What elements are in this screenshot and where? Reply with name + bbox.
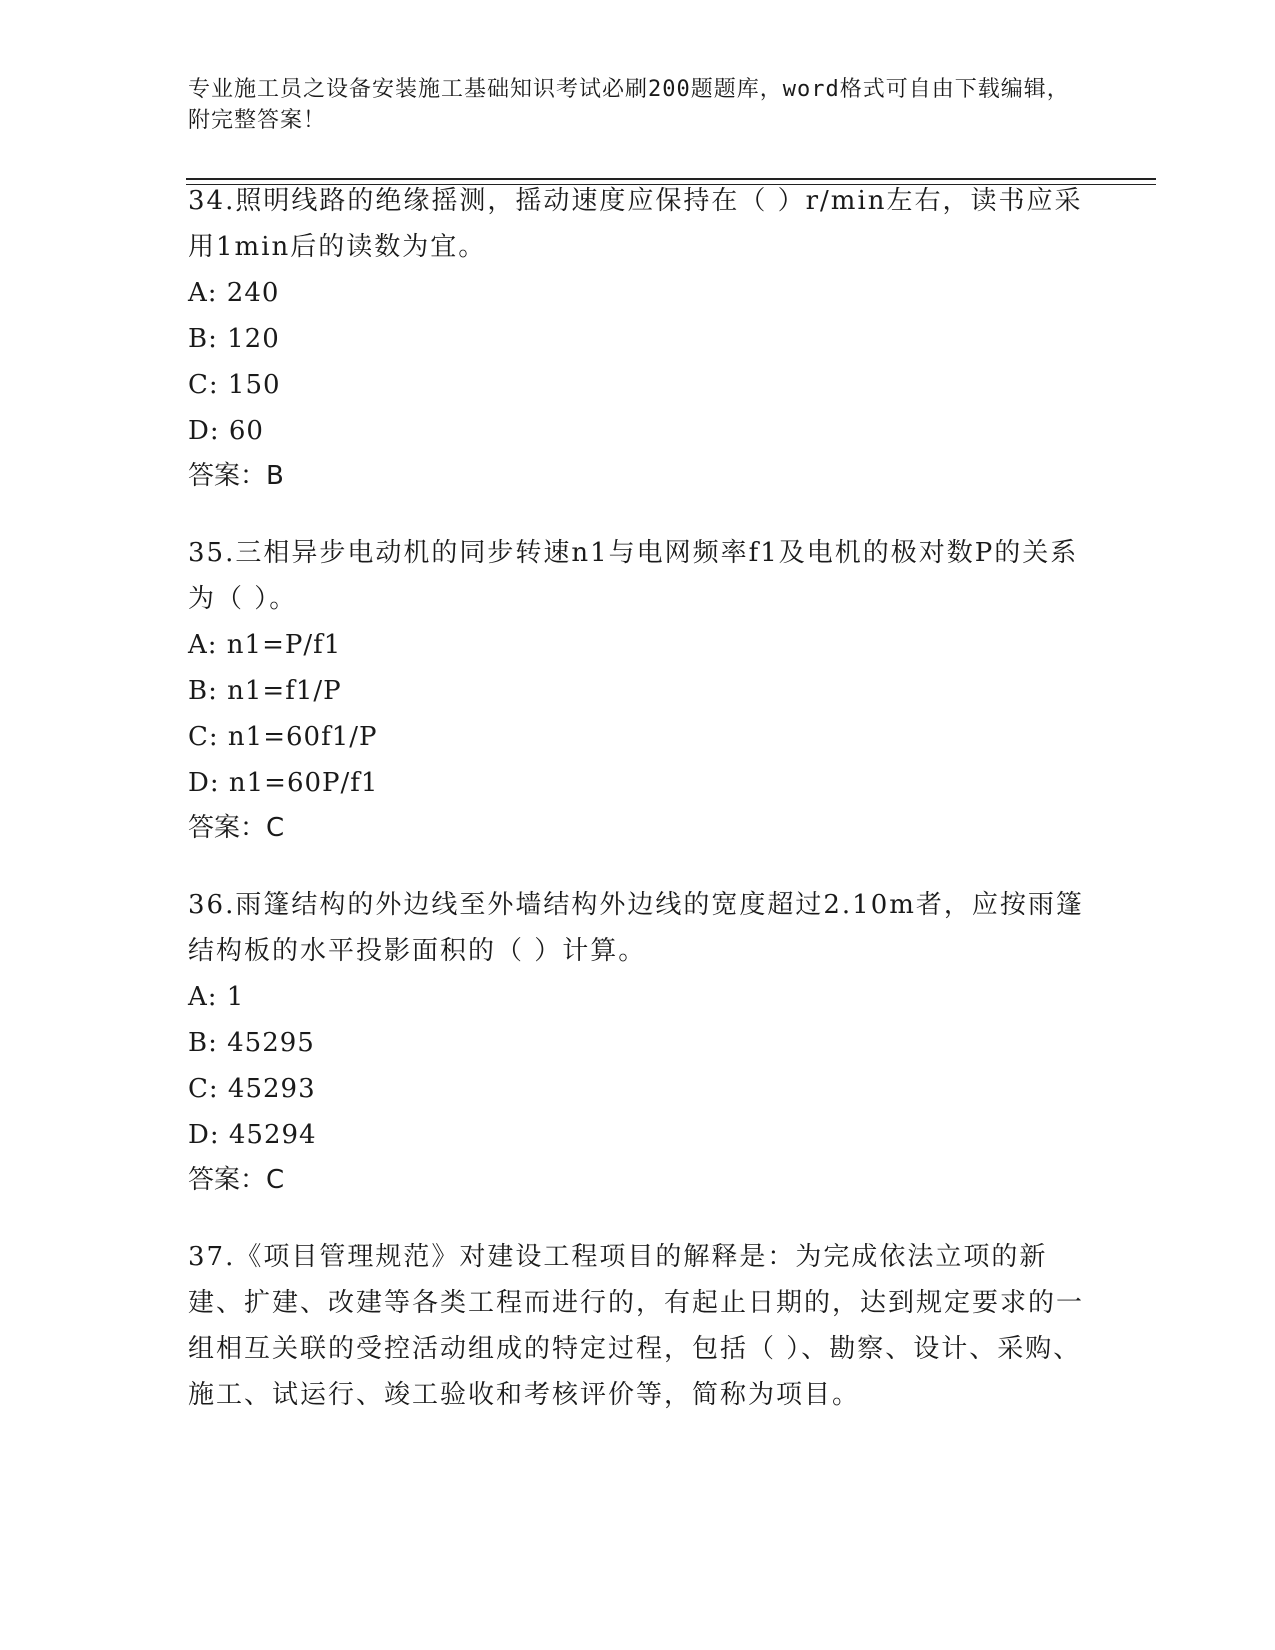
option-d: D: n1=60P/f1 xyxy=(188,768,379,798)
question-36 xyxy=(188,882,1088,1202)
option-b: B: n1=f1/P xyxy=(188,676,342,706)
option-c: C: 45293 xyxy=(188,1074,316,1104)
question-text: 35.三相异步电动机的同步转速n1与电网频率f1及电机的极对数P的关系为（ ）。 xyxy=(188,538,1079,614)
question-text: 36.雨篷结构的外边线至外墙结构外边线的宽度超过2.10m者，应按雨篷结构板的水平投影面积的（ ）计算。 xyxy=(188,890,1084,966)
question-text: 37.《项目管理规范》对建设工程项目的解释是：为完成依法立项的新建、扩建、改建等各类工程而进行的，有起止日期的，达到规定要求的一组相互关联的受控活动组成的特定过程，包括（ ）、勘察、设计、采购、施工、试运行、竣工验收和考核评价等，简称为项目。 xyxy=(188,1242,1085,1410)
option-b: B: 120 xyxy=(188,324,280,354)
document-title: 专业施工员之设备安装施工基础知识考试必刷200题题库，word格式可自由下载编辑，附完整答案！ xyxy=(188,77,1070,133)
option-a: A: n1=P/f1 xyxy=(188,630,342,660)
answer: 答案：B xyxy=(188,461,284,491)
option-c: C: n1=60f1/P xyxy=(188,722,378,752)
option-d: D: 45294 xyxy=(188,1120,317,1150)
option-c: C: 150 xyxy=(188,370,281,400)
option-a: A: 1 xyxy=(188,982,245,1012)
answer: 答案：C xyxy=(188,813,285,843)
option-d: D: 60 xyxy=(188,416,264,446)
question-34 xyxy=(188,178,1088,498)
question-35 xyxy=(188,530,1088,850)
question-text: 34.照明线路的绝缘摇测，摇动速度应保持在（ ）r/min左右，读书应采用1min后的读数为宜。 xyxy=(188,186,1083,262)
option-a: A: 240 xyxy=(188,278,280,308)
option-b: B: 45295 xyxy=(188,1028,315,1058)
document-header xyxy=(188,74,1088,136)
answer: 答案：C xyxy=(188,1165,285,1195)
question-37 xyxy=(188,1234,1088,1418)
